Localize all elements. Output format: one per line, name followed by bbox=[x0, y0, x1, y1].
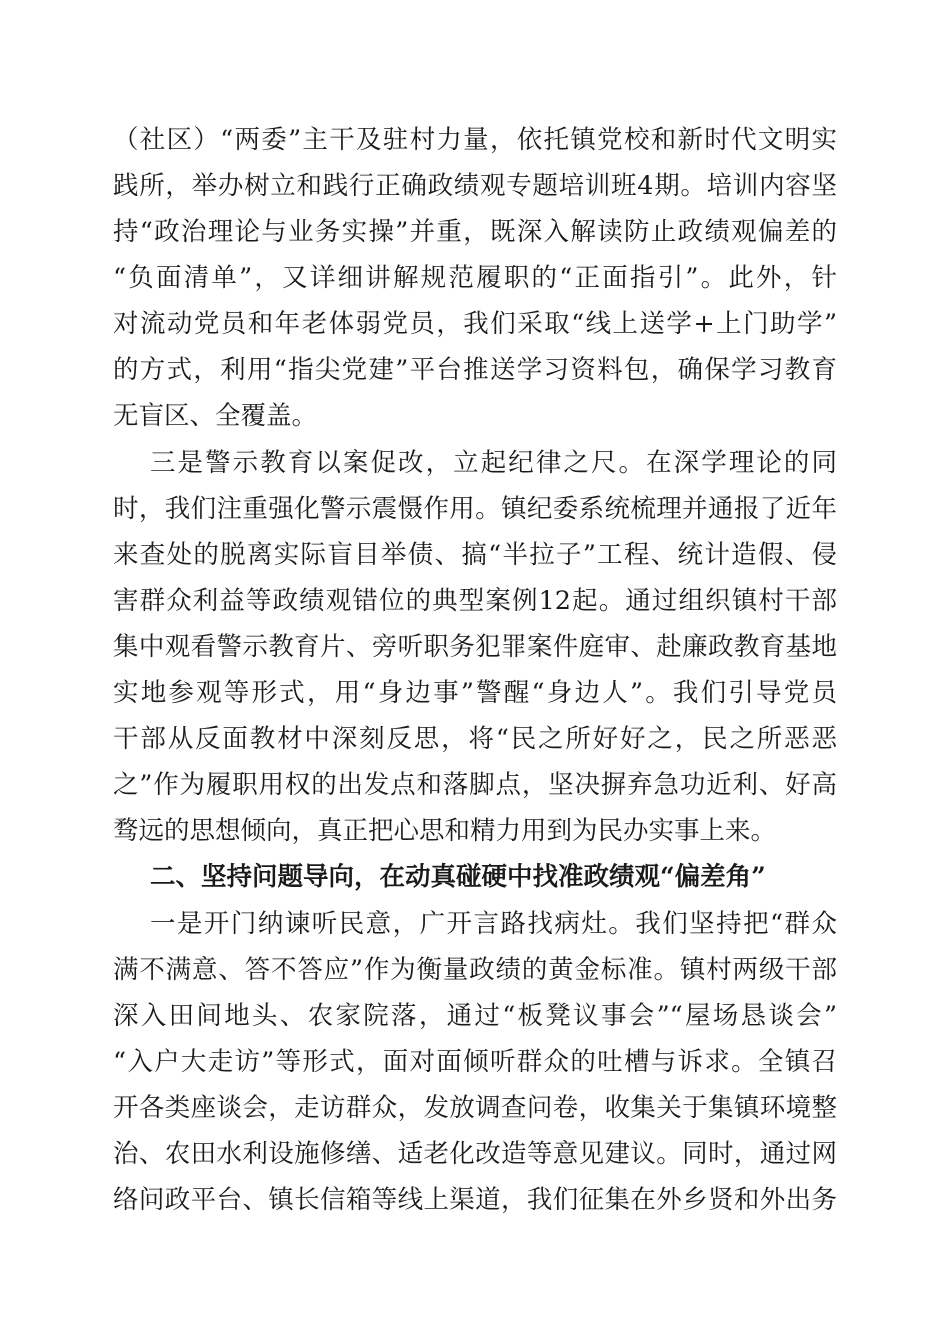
paragraph-line: 的方式，利用“指尖党建”平台推送学习资料包，确保学习教育 bbox=[113, 355, 837, 385]
paragraph-line: 无盲区、全覆盖。 bbox=[113, 401, 318, 431]
paragraph-line: 之”作为履职用权的出发点和落脚点，坚决摒弃急功近利、好高 bbox=[113, 770, 837, 800]
paragraph-line: 集中观看警示教育片、旁听职务犯罪案件庭审、赴廉政教育基地 bbox=[113, 632, 837, 662]
paragraph-line: 开各类座谈会，走访群众，发放调查问卷，收集关于集镇环境整 bbox=[113, 1093, 837, 1123]
paragraph-line: 践所，举办树立和践行正确政绩观专题培训班4期。培训内容坚 bbox=[113, 171, 837, 201]
paragraph-line: 持“政治理论与业务实操”并重，既深入解读防止政绩观偏差的 bbox=[113, 217, 837, 247]
paragraph-line: 时，我们注重强化警示震慑作用。镇纪委系统梳理并通报了近年 bbox=[113, 494, 837, 524]
paragraph-line: 络问政平台、镇长信箱等线上渠道，我们征集在外乡贤和外出务 bbox=[113, 1185, 837, 1215]
paragraph-line: 治、农田水利设施修缮、适老化改造等意见建议。同时，通过网 bbox=[113, 1139, 837, 1169]
paragraph-line: 干部从反面教材中深刻反思，将“民之所好好之，民之所恶恶 bbox=[113, 724, 837, 754]
paragraph-line: 骛远的思想倾向，真正把心思和精力用到为民办实事上来。 bbox=[113, 816, 777, 846]
paragraph-line: 一是开门纳谏听民意，广开言路找病灶。我们坚持把“群众 bbox=[150, 909, 837, 939]
paragraph-line: “负面清单”，又详细讲解规范履职的“正面指引”。此外，针 bbox=[113, 263, 837, 293]
paragraph-line: 满不满意、答不答应”作为衡量政绩的黄金标准。镇村两级干部 bbox=[113, 955, 837, 985]
paragraph-line: 深入田间地头、农家院落，通过“板凳议事会”“屋场恳谈会” bbox=[113, 1001, 837, 1031]
paragraph-line: （社区）“两委”主干及驻村力量，依托镇党校和新时代文明实 bbox=[113, 125, 837, 155]
paragraph-line: 来查处的脱离实际盲目举债、搞“半拉子”工程、统计造假、侵 bbox=[113, 540, 837, 570]
section-heading: 二、坚持问题导向，在动真碰硬中找准政绩观“偏差角” bbox=[150, 862, 766, 892]
paragraph-line: “入户大走访”等形式，面对面倾听群众的吐槽与诉求。全镇召 bbox=[113, 1047, 837, 1077]
paragraph-line: 害群众利益等政绩观错位的典型案例12起。通过组织镇村干部 bbox=[113, 586, 837, 616]
paragraph-line: 三是警示教育以案促改，立起纪律之尺。在深学理论的同 bbox=[150, 448, 837, 478]
paragraph-line: 对流动党员和年老体弱党员，我们采取“线上送学+上门助学” bbox=[113, 309, 837, 339]
paragraph-line: 实地参观等形式，用“身边事”警醒“身边人”。我们引导党员 bbox=[113, 678, 837, 708]
